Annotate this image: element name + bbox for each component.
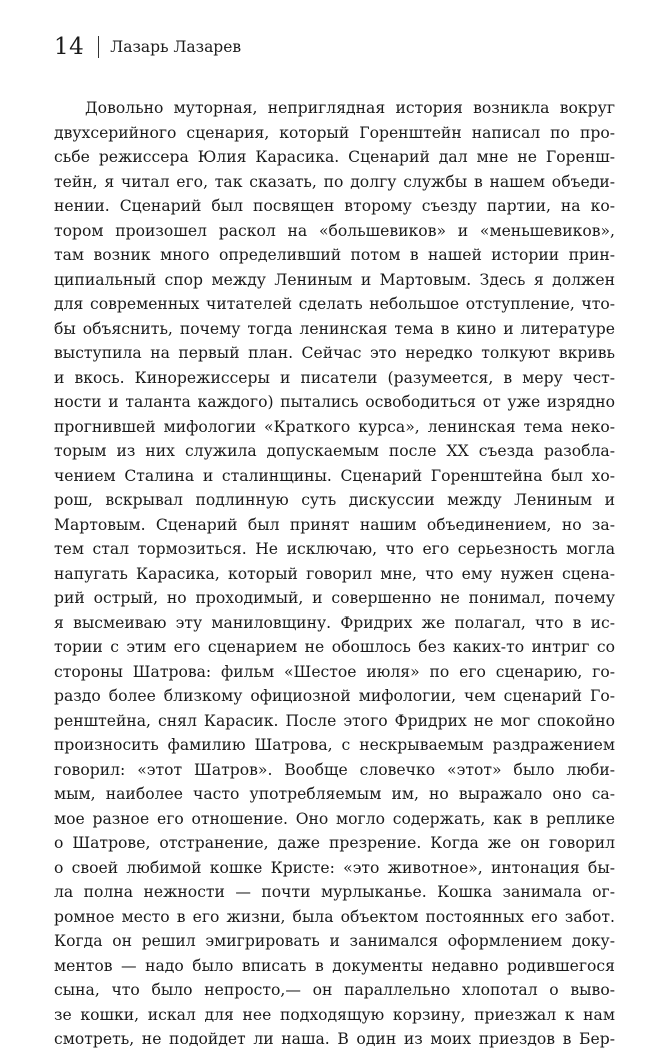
text-line: ренштейна, снял Карасик. После этого Фридрих не мог спокойно <box>54 711 615 730</box>
text-line: ментов — надо было вписать в документы недавно родившегося <box>54 956 615 975</box>
header-divider <box>98 36 99 58</box>
text-line: сьбе режиссера Юлия Карасика. Сценарий дал мне не Горенш- <box>54 148 615 166</box>
text-line: для современных читателей сделать небольшое отступление, что- <box>54 295 615 313</box>
text-line: выступила на первый план. Сейчас это нередко толкуют вкривь <box>54 344 615 362</box>
text-line: тором произошел раскол на «большевиков» и «меньшевиков», <box>54 221 615 240</box>
text-line: зе кошки, искал для нее подходящую корзину, приезжал к нам <box>54 1005 615 1024</box>
running-head <box>54 32 615 62</box>
text-line: и вкось. Кинорежиссеры и писатели (разумеется, в меру чест- <box>54 368 615 387</box>
text-line: прогнившей мифологии «Краткого курса», ленинская тема неко- <box>54 417 615 436</box>
text-line: рий острый, но проходимый, и совершенно не понимал, почему <box>54 589 615 607</box>
running-title: Лазарь Лазарев <box>110 38 242 57</box>
text-line: ности и таланта каждого) пытались освободиться от уже изрядно <box>54 393 615 411</box>
text-line: чением Сталина и сталинщины. Сценарий Горенштейна был хо- <box>54 466 615 485</box>
book-page <box>54 32 615 1052</box>
text-line: бы объяснить, почему тогда ленинская тема в кино и литературе <box>54 319 615 338</box>
text-line: сына, что было непросто,— он параллельно хлопотал о выво- <box>54 981 615 999</box>
text-line: ла полна нежности — почти мурлыканье. Кошка занимала ог- <box>54 883 615 901</box>
page-number: 14 <box>54 33 85 60</box>
text-line: Мартовым. Сценарий был принят нашим объединением, но за- <box>54 515 615 534</box>
text-line: нении. Сценарий был посвящен второму съезду партии, на ко- <box>54 197 615 215</box>
text-line: Довольно муторная, неприглядная история возникла вокруг <box>85 99 615 117</box>
text-line: я высмеиваю эту маниловщину. Фридрих же полагал, что в ис- <box>54 613 615 632</box>
text-line: раздо более близкому официозной мифологии, чем сценарий Го- <box>54 687 615 705</box>
text-line: двухсерийного сценария, который Горенштейн написал по про- <box>54 123 615 142</box>
text-line: смотреть, не подойдет ли наша. В один из моих приездов в Бер- <box>54 1030 615 1048</box>
text-line: Когда он решил эмигрировать и занимался оформлением доку- <box>54 932 615 950</box>
text-line: торым из них служила допускаемым после XX съезда разобла- <box>54 442 615 460</box>
text-line: произносить фамилию Шатрова, с нескрываемым раздражением <box>54 736 615 754</box>
text-line: стороны Шатрова: фильм «Шестое июля» по его сценарию, го- <box>54 662 615 681</box>
text-line: рош, вскрывал подлинную суть дискуссии между Лениным и <box>54 491 615 509</box>
text-line: мое разное его отношение. Оно могло содержать, как в реплике <box>54 809 615 828</box>
body-text <box>54 96 615 1052</box>
text-line: тории с этим его сценарием не обошлось без каких-то интриг со <box>54 638 615 656</box>
text-line: тейн, я читал его, так сказать, по долгу службы в нашем объеди- <box>54 172 615 191</box>
text-line: о своей любимой кошке Кристе: «это животное», интонация бы- <box>54 858 615 877</box>
text-line: мым, наиболее часто употребляемым им, но выражало оно са- <box>54 785 615 803</box>
text-line: ромное место в его жизни, была объектом постоянных его забот. <box>54 907 615 926</box>
text-line: говорил: «этот Шатров». Вообще словечко «этот» было люби- <box>54 760 615 779</box>
text-line: тем стал тормозиться. Не исключаю, что его серьезность могла <box>54 540 615 558</box>
text-line: напугать Карасика, который говорил мне, что ему нужен сцена- <box>54 564 615 583</box>
text-line: ципиальный спор между Лениным и Мартовым. Здесь я должен <box>54 270 615 289</box>
text-line: о Шатрове, отстранение, даже презрение. Когда же он говорил <box>54 834 615 852</box>
text-line: там возник много определивший потом в нашей истории прин- <box>54 246 615 264</box>
